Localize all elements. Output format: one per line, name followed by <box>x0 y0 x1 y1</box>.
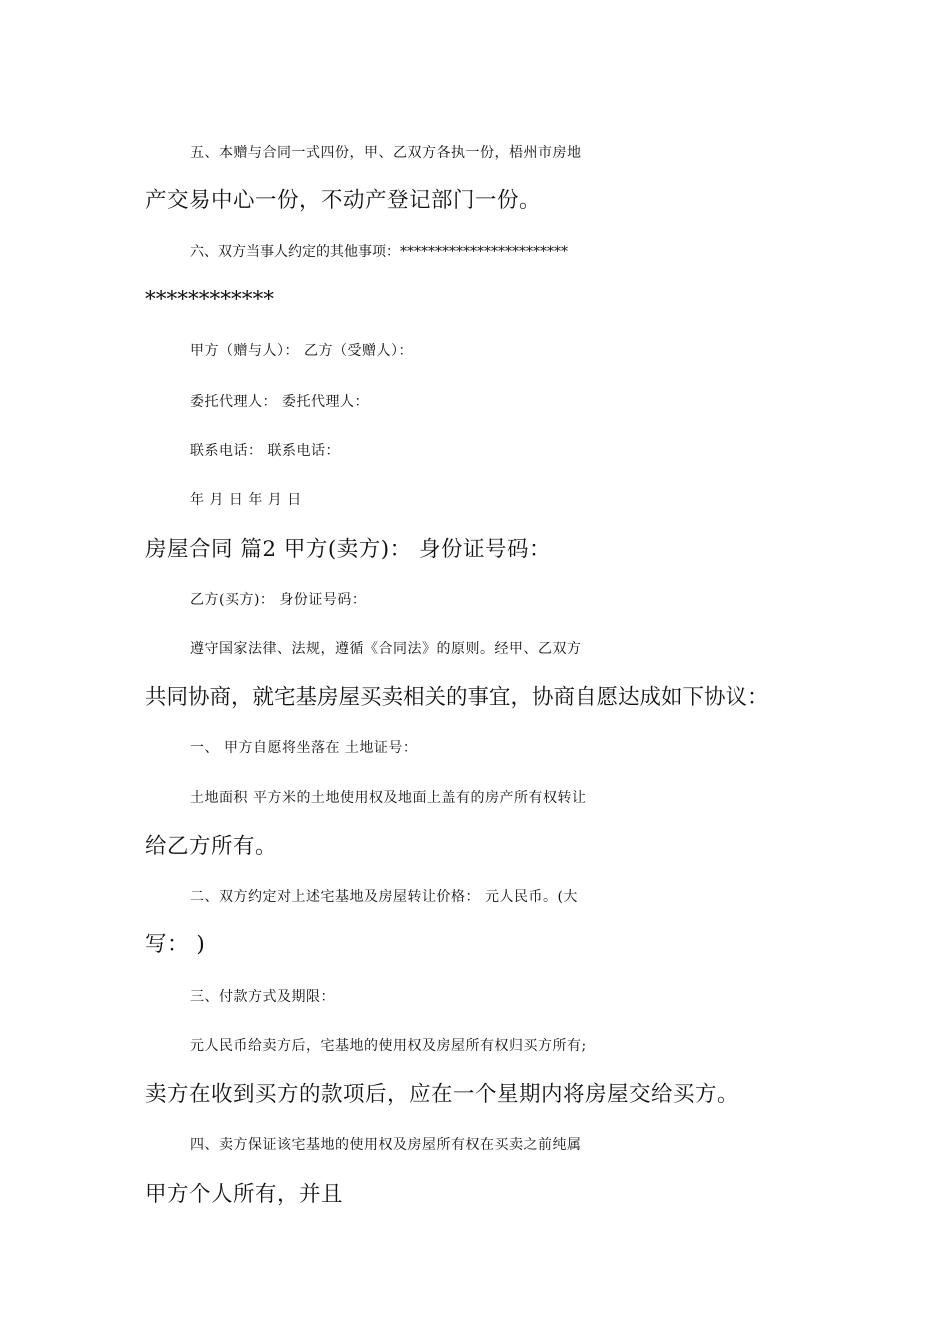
text-line-21: 四、卖方保证该宅基地的使用权及房屋所有权在买卖之前纯属 <box>190 1137 582 1153</box>
text-line-18: 三、付款方式及期限： <box>190 989 335 1005</box>
text-line-buyer: 乙方(买方)： 身份证号码： <box>190 592 367 608</box>
text-line-22: 甲方个人所有，并且 <box>145 1182 344 1207</box>
text-line-19: 元人民币给卖方后，宅基地的使用权及房屋所有权归买方所有; <box>190 1038 587 1054</box>
signature-agents: 委托代理人： 委托代理人： <box>190 394 369 410</box>
text-line-4: ************ <box>145 287 274 312</box>
text-line-17: 写： ) <box>145 932 206 957</box>
text-line-11: 遵守国家法律、法规，遵循《合同法》的原则。经甲、乙双方 <box>190 641 582 657</box>
text-line-15: 给乙方所有。 <box>145 834 278 859</box>
signature-phones: 联系电话： 联系电话： <box>190 443 340 459</box>
text-line-20: 卖方在收到买方的款项后，应在一个星期内将房屋交给买方。 <box>145 1082 740 1107</box>
text-line-16: 二、双方约定对上述宅基地及房屋转让价格： 元人民币。(大 <box>190 889 578 905</box>
text-line-1: 五、本赠与合同一式四份，甲、乙双方各执一份，梧州市房地 <box>190 145 582 161</box>
signature-parties: 甲方（赠与人）： 乙方（受赠人）： <box>190 343 413 359</box>
text-line-12: 共同协商，就宅基房屋买卖相关的事宜，协商自愿达成如下协议： <box>145 685 769 710</box>
text-line-2: 产交易中心一份，不动产登记部门一份。 <box>145 188 542 213</box>
signature-dates: 年 月 日 年 月 日 <box>190 492 302 508</box>
section-heading-contract-2: 房屋合同 篇2 甲方(卖方)： 身份证号码： <box>145 537 551 562</box>
text-line-13: 一、 甲方自愿将坐落在 土地证号： <box>190 740 418 756</box>
text-line-14: 土地面积 平方米的土地使用权及地面上盖有的房产所有权转让 <box>190 790 587 806</box>
text-line-3: 六、双方当事人约定的其他事项：************************ <box>190 244 568 260</box>
